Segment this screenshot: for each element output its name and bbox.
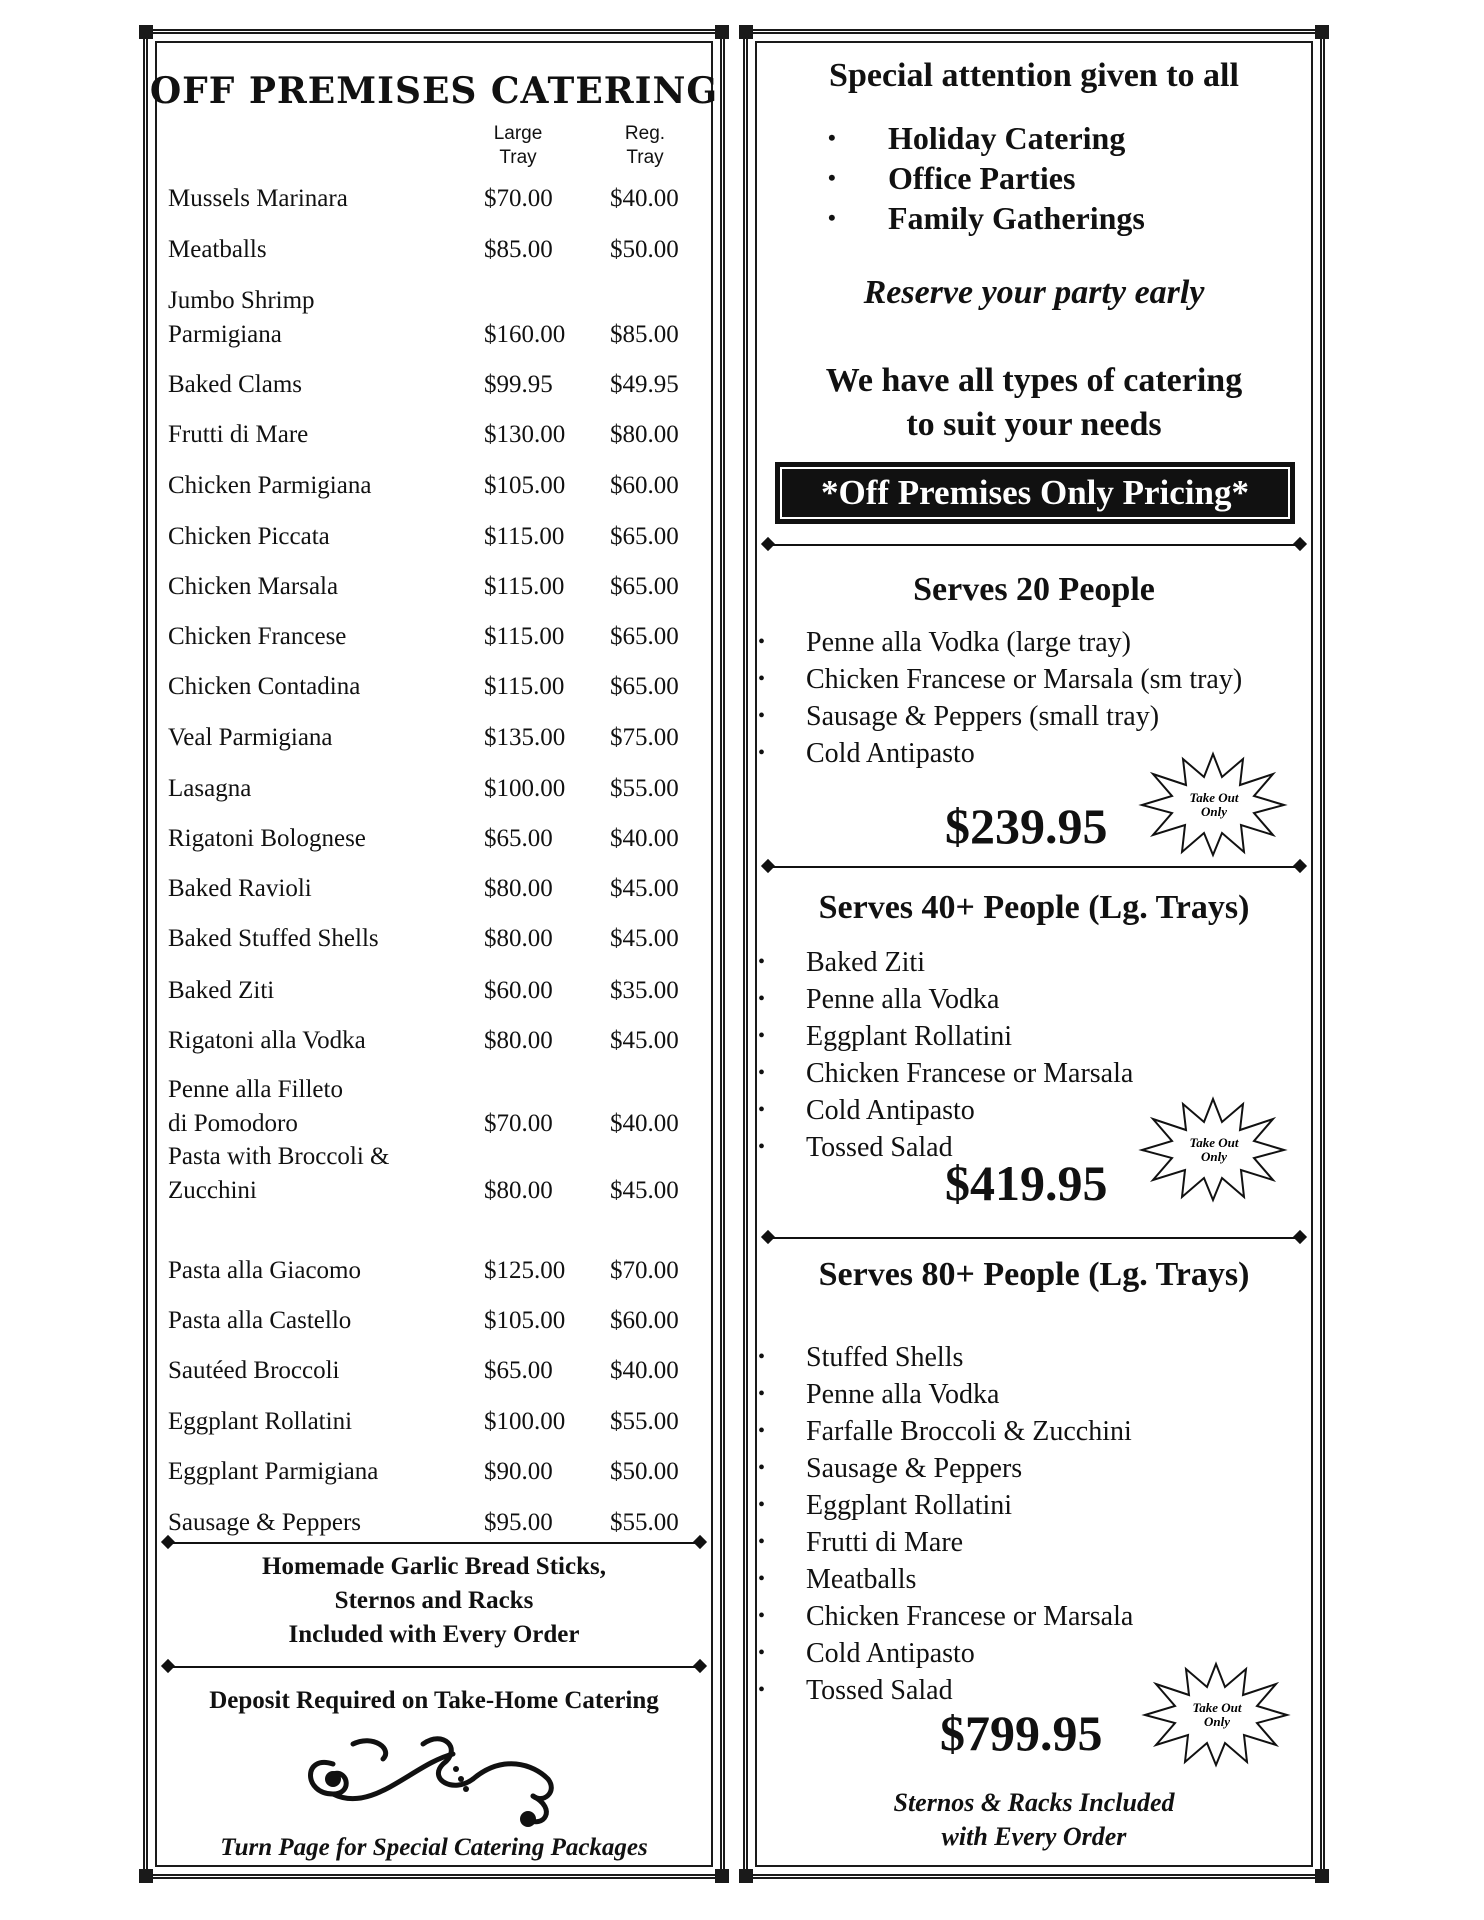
package-item-label: Tossed Salad [806, 1132, 953, 1163]
reg-tray-header-line2: Tray [626, 147, 664, 168]
corner-ornament [715, 25, 729, 39]
bullet-icon: • [758, 668, 766, 690]
menu-item-name: Chicken Marsala [168, 573, 339, 600]
package-item-label: Meatballs [806, 1564, 917, 1595]
off-premises-pricing-banner: *Off Premises Only Pricing* [775, 462, 1295, 524]
package-item-label: Penne alla Vodka [806, 984, 1000, 1015]
reg-tray-price: $40.00 [610, 185, 679, 212]
reg-tray-price: $85.00 [610, 321, 679, 348]
menu-item-name: Rigatoni Bolognese [168, 825, 366, 852]
reg-tray-price: $50.00 [610, 1458, 679, 1485]
package-item-label: Sausage & Peppers (small tray) [806, 701, 1160, 732]
divider [768, 1237, 1300, 1239]
list-item [758, 624, 1242, 661]
menu-item-name: Chicken Contadina [168, 673, 361, 700]
turn-page-note: Turn Page for Special Catering Packages [220, 1834, 648, 1861]
catering-menu-panel [143, 29, 725, 1879]
large-tray-price: $100.00 [484, 1408, 566, 1435]
bullet-icon: • [758, 951, 766, 973]
list-item [758, 1524, 1133, 1561]
occasion-label: Holiday Catering [888, 120, 1126, 156]
catering-types-line-1: We have all types of catering [825, 362, 1243, 399]
menu-item-row [168, 974, 702, 1008]
package-item-label: Chicken Francese or Marsala [806, 1601, 1134, 1632]
take-out-only-burst [1138, 749, 1288, 859]
large-tray-price: $99.95 [484, 371, 553, 398]
large-tray-price: $95.00 [484, 1509, 553, 1536]
menu-item-row [168, 922, 702, 956]
list-item [758, 1561, 1133, 1598]
menu-item-row [168, 872, 702, 906]
menu-item-row [168, 520, 702, 554]
bullet-icon: • [758, 1346, 766, 1368]
package-item-label: Eggplant Rollatini [806, 1021, 1013, 1052]
menu-item-name: Eggplant Rollatini [168, 1408, 353, 1435]
reg-tray-price: $65.00 [610, 673, 679, 700]
reg-tray-price: $45.00 [610, 1177, 679, 1204]
large-tray-price: $80.00 [484, 875, 553, 902]
take-out-text-1: Take Out [1192, 1700, 1242, 1715]
menu-item-row [168, 570, 702, 604]
menu-item-row [168, 1455, 702, 1489]
menu-item-name: Chicken Piccata [168, 523, 330, 550]
large-tray-price: $90.00 [484, 1458, 553, 1485]
bullet-icon: • [758, 988, 766, 1010]
large-tray-price: $65.00 [484, 825, 553, 852]
menu-item-row [168, 368, 702, 402]
list-item [758, 1487, 1133, 1524]
menu-item-row [168, 1304, 702, 1338]
menu-item-row [168, 1024, 702, 1058]
included-note [148, 1550, 720, 1652]
reg-tray-price: $45.00 [610, 1027, 679, 1054]
sternos-line-1: Sternos & Racks Included [893, 1788, 1175, 1817]
bullet-icon: • [758, 705, 766, 727]
sternos-racks-note [748, 1786, 1320, 1854]
catering-types-note [748, 359, 1320, 447]
package-item-label: Penne alla Vodka (large tray) [806, 627, 1132, 658]
large-tray-price: $70.00 [484, 1110, 553, 1137]
reserve-note: Reserve your party early [863, 274, 1205, 311]
list-item [758, 1018, 1133, 1055]
package-80-items [758, 1339, 1133, 1709]
menu-item-name: Veal Parmigiana [168, 724, 333, 751]
corner-ornament [739, 25, 753, 39]
corner-ornament [1315, 25, 1329, 39]
reg-tray-price: $60.00 [610, 472, 679, 499]
list-item [758, 1413, 1133, 1450]
menu-item-name: Frutti di Mare [168, 421, 309, 448]
reg-tray-price: $70.00 [610, 1257, 679, 1284]
reg-tray-price: $65.00 [610, 623, 679, 650]
menu-item-name: Chicken Francese [168, 623, 347, 650]
list-item [758, 661, 1242, 698]
list-item [758, 698, 1242, 735]
package-20-price: $239.95 [945, 798, 1108, 854]
menu-item-name: Baked Stuffed Shells [168, 925, 379, 952]
package-item-label: Tossed Salad [806, 1675, 953, 1706]
catering-types-line-2: to suit your needs [906, 406, 1162, 443]
bullet-icon: • [828, 125, 836, 150]
large-tray-price: $160.00 [484, 321, 566, 348]
menu-item-row [168, 1076, 702, 1141]
bullet-icon: • [758, 1062, 766, 1084]
list-item [758, 1339, 1133, 1376]
bullet-icon: • [758, 1383, 766, 1405]
reg-tray-price: $45.00 [610, 925, 679, 952]
menu-item-name: Rigatoni alla Vodka [168, 1027, 366, 1054]
package-item-label: Penne alla Vodka [806, 1379, 1000, 1410]
bullet-icon: • [758, 1679, 766, 1701]
package-item-label: Eggplant Rollatini [806, 1490, 1013, 1521]
menu-item-row [168, 418, 702, 452]
reg-tray-price: $40.00 [610, 1110, 679, 1137]
large-tray-price: $115.00 [484, 573, 565, 600]
package-item-label: Cold Antipasto [806, 1095, 975, 1126]
occasion-item [828, 198, 1145, 238]
bullet-icon: • [758, 1025, 766, 1047]
divider [168, 1542, 700, 1544]
occasion-label: Family Gatherings [888, 200, 1145, 236]
menu-item-row [168, 1143, 702, 1208]
bullet-icon: • [828, 165, 836, 190]
reg-tray-price: $45.00 [610, 875, 679, 902]
menu-item-row [168, 1506, 702, 1540]
reg-tray-price: $55.00 [610, 1408, 679, 1435]
corner-ornament [139, 25, 153, 39]
list-item [758, 1376, 1133, 1413]
menu-item-row [168, 469, 702, 503]
menu-item-name: Mussels Marinara [168, 185, 348, 212]
menu-item-name: Pasta with Broccoli & Zucchini [168, 1143, 390, 1204]
large-tray-price: $135.00 [484, 724, 566, 751]
divider [768, 866, 1300, 868]
menu-item-row [168, 721, 702, 755]
take-out-text-2: Only [1201, 804, 1227, 819]
package-item-label: Farfalle Broccoli & Zucchini [806, 1416, 1132, 1447]
corner-ornament [139, 1869, 153, 1883]
menu-item-name: Baked Clams [168, 371, 303, 398]
menu-item-row [168, 822, 702, 856]
menu-item-name: Lasagna [168, 775, 252, 802]
large-tray-price: $115.00 [484, 673, 565, 700]
menu-item-name: Chicken Parmigiana [168, 472, 372, 499]
list-item [758, 1450, 1133, 1487]
list-item [758, 1092, 1133, 1129]
package-80-title: Serves 80+ People (Lg. Trays) [818, 1256, 1250, 1293]
large-tray-price: $115.00 [484, 523, 565, 550]
take-out-only-burst [1141, 1659, 1291, 1769]
package-80-price: $799.95 [940, 1705, 1103, 1761]
large-tray-price: $65.00 [484, 1357, 553, 1384]
package-item-label: Chicken Francese or Marsala [806, 1058, 1134, 1089]
menu-item-name: Penne alla Filleto di Pomodoro [168, 1076, 343, 1137]
large-tray-price: $105.00 [484, 472, 566, 499]
menu-item-name: Sausage & Peppers [168, 1509, 362, 1536]
package-40-price: $419.95 [945, 1155, 1108, 1211]
sternos-line-2: with Every Order [941, 1822, 1127, 1851]
reg-tray-price: $75.00 [610, 724, 679, 751]
menu-item-row [168, 1405, 702, 1439]
list-item [758, 944, 1133, 981]
large-tray-price: $115.00 [484, 623, 565, 650]
large-tray-price: $105.00 [484, 1307, 566, 1334]
menu-item-name: Meatballs [168, 236, 267, 263]
large-tray-price: $100.00 [484, 775, 566, 802]
large-tray-price: $125.00 [484, 1257, 566, 1284]
package-20-title: Serves 20 People [913, 571, 1155, 608]
menu-item-name: Pasta alla Castello [168, 1307, 352, 1334]
reg-tray-price: $40.00 [610, 1357, 679, 1384]
take-out-text-1: Take Out [1189, 1135, 1239, 1150]
menu-item-name: Pasta alla Giacomo [168, 1257, 361, 1284]
package-item-label: Frutti di Mare [806, 1527, 964, 1558]
large-tray-price: $60.00 [484, 977, 553, 1004]
bullet-icon: • [758, 1099, 766, 1121]
included-line-1: Homemade Garlic Bread Sticks, [262, 1553, 606, 1580]
menu-item-name: Jumbo Shrimp Parmigiana [168, 287, 315, 348]
reg-tray-price: $40.00 [610, 825, 679, 852]
menu-item-name: Eggplant Parmigiana [168, 1458, 379, 1485]
list-item [758, 1055, 1133, 1092]
divider [768, 544, 1300, 546]
menu-item-name: Baked Ravioli [168, 875, 312, 902]
package-item-label: Cold Antipasto [806, 738, 975, 769]
menu-item-name: Sautéed Broccoli [168, 1357, 340, 1384]
menu-item-row [168, 772, 702, 806]
occasion-item [828, 118, 1145, 158]
list-item [758, 1598, 1133, 1635]
large-tray-header-line2: Tray [499, 147, 537, 168]
bullet-icon: • [758, 1136, 766, 1158]
package-40-title: Serves 40+ People (Lg. Trays) [818, 889, 1250, 926]
package-item-label: Sausage & Peppers [806, 1453, 1023, 1484]
catering-packages-panel [743, 29, 1325, 1879]
package-item-label: Chicken Francese or Marsala (sm tray) [806, 664, 1243, 695]
bullet-icon: • [758, 1605, 766, 1627]
package-item-label: Cold Antipasto [806, 1638, 975, 1669]
occasion-label: Office Parties [888, 160, 1076, 196]
reg-tray-price: $65.00 [610, 523, 679, 550]
menu-item-row [168, 182, 702, 216]
menu-item-row [168, 670, 702, 704]
take-out-only-burst [1138, 1094, 1288, 1204]
package-item-label: Stuffed Shells [806, 1342, 964, 1373]
bullet-icon: • [758, 1457, 766, 1479]
reg-tray-price: $35.00 [610, 977, 679, 1004]
take-out-text-2: Only [1204, 1714, 1230, 1729]
menu-item-row [168, 1254, 702, 1288]
included-line-3: Included with Every Order [288, 1621, 580, 1648]
large-tray-price: $80.00 [484, 1027, 553, 1054]
menu-item-name: Baked Ziti [168, 977, 275, 1004]
large-tray-price: $80.00 [484, 1177, 553, 1204]
deposit-note: Deposit Required on Take-Home Catering [209, 1687, 659, 1714]
bullet-icon: • [758, 1568, 766, 1590]
corner-ornament [739, 1869, 753, 1883]
divider [168, 1666, 700, 1668]
take-out-text-2: Only [1201, 1149, 1227, 1164]
package-item-label: Baked Ziti [806, 947, 925, 978]
reg-tray-price: $49.95 [610, 371, 679, 398]
large-tray-price: $130.00 [484, 421, 566, 448]
menu-title: OFF PREMISES CATERING [149, 70, 719, 112]
reg-tray-price: $55.00 [610, 1509, 679, 1536]
menu-item-row [168, 233, 702, 267]
bullet-icon: • [828, 205, 836, 230]
large-tray-price: $80.00 [484, 925, 553, 952]
bullet-icon: • [758, 1420, 766, 1442]
bullet-icon: • [758, 631, 766, 653]
large-tray-header [478, 122, 558, 170]
included-line-2: Sternos and Racks [334, 1587, 534, 1614]
flourish-ornament [293, 1724, 583, 1834]
reg-tray-price: $60.00 [610, 1307, 679, 1334]
large-tray-header-line1: Large [493, 123, 543, 144]
large-tray-price: $70.00 [484, 185, 553, 212]
corner-ornament [1315, 1869, 1329, 1883]
menu-item-row [168, 620, 702, 654]
large-tray-price: $85.00 [484, 236, 553, 263]
reg-tray-price: $65.00 [610, 573, 679, 600]
package-40-items [758, 944, 1133, 1166]
bullet-icon: • [758, 1531, 766, 1553]
menu-item-row [168, 1354, 702, 1388]
menu-item-row [168, 287, 702, 352]
bullet-icon: • [758, 1494, 766, 1516]
list-item [758, 1635, 1133, 1672]
reg-tray-price: $80.00 [610, 421, 679, 448]
bullet-icon: • [758, 1642, 766, 1664]
occasion-list [828, 118, 1145, 238]
special-attention-heading: Special attention given to all [829, 57, 1239, 94]
take-out-text-1: Take Out [1189, 790, 1239, 805]
reg-tray-header-line1: Reg. [624, 123, 666, 144]
list-item [758, 981, 1133, 1018]
reg-tray-header [605, 122, 685, 170]
reg-tray-price: $55.00 [610, 775, 679, 802]
bullet-icon: • [758, 742, 766, 764]
reg-tray-price: $50.00 [610, 236, 679, 263]
corner-ornament [715, 1869, 729, 1883]
occasion-item [828, 158, 1145, 198]
